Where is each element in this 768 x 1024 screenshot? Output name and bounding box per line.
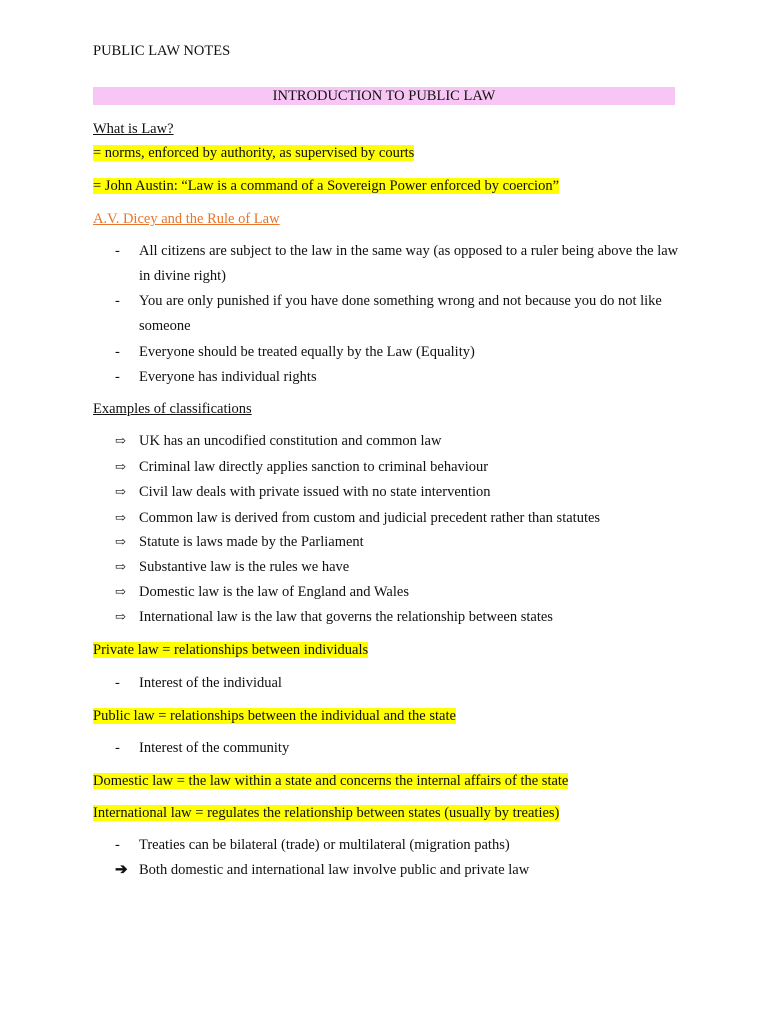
international-law-definition-text: International law = regulates the relationship between states (usually by treaties): [93, 805, 560, 821]
private-law-definition-text: Private law = relationships between individuals: [93, 642, 369, 658]
international-law-definition: [93, 804, 559, 822]
list-item-text: Civil law deals with private issued with no state intervention: [139, 484, 491, 500]
list-item-text: Common law is derived from custom and judicial precedent rather than statutes: [139, 510, 601, 526]
list-item-text: You are only punished if you have done something wrong and not because you do not like someone: [139, 293, 662, 334]
dicey-heading: [93, 210, 280, 228]
dicey-heading-text: A.V. Dicey and the Rule of Law: [93, 211, 280, 227]
classifications-heading-text: Examples of classifications: [93, 401, 252, 417]
dash-icon: -: [115, 369, 120, 385]
arrow-icon: ⇨: [115, 433, 126, 448]
what-is-law-heading: [93, 120, 174, 138]
list-item-text: Statute is laws made by the Parliament: [139, 534, 364, 550]
list-item-text: Criminal law directly applies sanction to criminal behaviour: [139, 459, 489, 475]
section-title: INTRODUCTION TO PUBLIC LAW: [93, 87, 675, 105]
arrow-icon: ⇨: [115, 609, 126, 624]
list-item-text: Substantive law is the rules we have: [139, 559, 350, 575]
arrow-icon: ⇨: [115, 484, 126, 499]
domestic-law-definition-text: Domestic law = the law within a state and concerns the internal affairs of the state: [93, 773, 569, 789]
private-law-definition: [93, 641, 368, 659]
dash-icon: -: [115, 344, 120, 360]
list-item-text: Both domestic and international law involve public and private law: [139, 862, 530, 878]
public-law-definition-text: Public law = relationships between the individual and the state: [93, 708, 456, 724]
public-law-definition: [93, 707, 456, 725]
list-item: [93, 242, 693, 292]
list-item-text: Treaties can be bilateral (trade) or multilateral (migration paths): [139, 837, 510, 853]
domestic-law-definition: [93, 772, 568, 790]
law-definition-2: [93, 177, 559, 195]
law-definition-1: [93, 144, 414, 162]
document-header: PUBLIC LAW NOTES: [93, 43, 231, 59]
list-item-text: Interest of the community: [139, 740, 290, 756]
dash-icon: -: [115, 293, 120, 309]
arrow-icon: ⇨: [115, 584, 126, 599]
arrow-icon: ⇨: [115, 534, 126, 549]
law-definition-2-text: = John Austin: “Law is a command of a Sovereign Power enforced by coercion”: [93, 178, 560, 194]
list-item-text: Interest of the individual: [139, 675, 282, 691]
list-item-text: International law is the law that governs the relationship between states: [139, 609, 553, 625]
dash-icon: -: [115, 675, 120, 691]
dash-icon: -: [115, 837, 120, 853]
arrow-icon: ⇨: [115, 459, 126, 474]
dash-icon: -: [115, 243, 120, 259]
arrow-icon: ⇨: [115, 559, 126, 574]
arrow-icon: ⇨: [115, 510, 126, 525]
dash-icon: -: [115, 740, 120, 756]
list-item: [93, 292, 693, 342]
what-is-law-heading-text: What is Law?: [93, 121, 174, 137]
list-item-text: UK has an uncodified constitution and common law: [139, 433, 442, 449]
list-item-text: Domestic law is the law of England and Wales: [139, 584, 409, 600]
list-item-text: All citizens are subject to the law in the same way (as opposed to a ruler being above the law in divine right): [139, 243, 679, 284]
list-item-text: Everyone has individual rights: [139, 369, 317, 385]
list-item-text: Everyone should be treated equally by the Law (Equality): [139, 344, 475, 360]
law-definition-1-text: = norms, enforced by authority, as supervised by courts: [93, 145, 415, 161]
classifications-heading: [93, 400, 252, 418]
bold-arrow-icon: ➔: [115, 862, 128, 878]
